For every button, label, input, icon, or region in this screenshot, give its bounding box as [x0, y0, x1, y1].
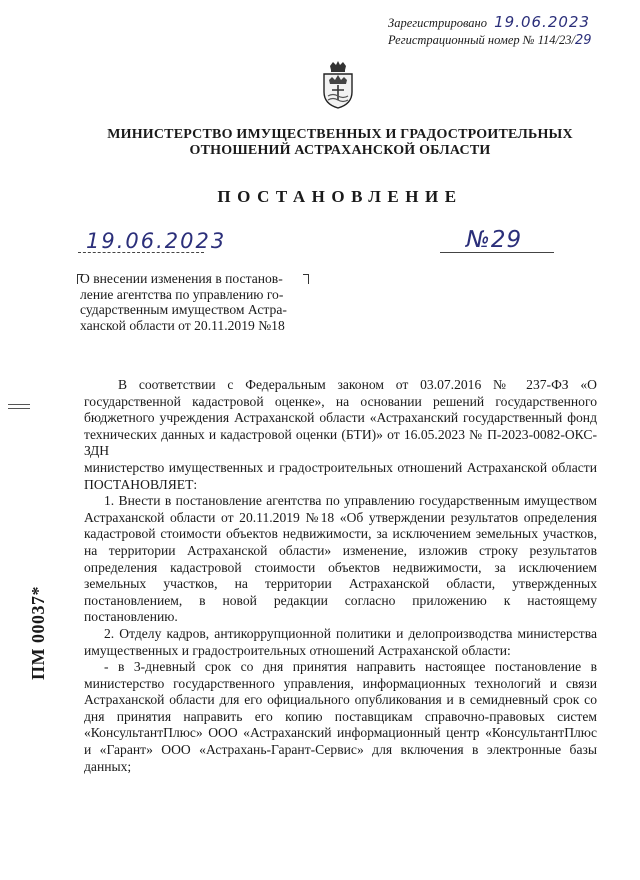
registered-date-handwritten: 19.06.2023: [494, 13, 590, 31]
reg-number-line: [388, 32, 592, 49]
registered-line: [388, 14, 592, 32]
document-type: ПОСТАНОВЛЕНИЕ: [217, 187, 463, 206]
ministry-line-2: ОТНОШЕНИЙ АСТРАХАНСКОЙ ОБЛАСТИ: [189, 143, 491, 158]
subject-line-1: О внесении изменения в постанов-: [80, 271, 283, 286]
paragraph-resolves: министерство имущественных и градостроительных отношений Астраханской области ПОСТАНОВЛЯЕТ:: [84, 459, 597, 492]
subject-line-3: сударственным имуществом Астра-: [80, 302, 287, 317]
document-number-handwritten: №29: [466, 227, 523, 253]
paragraph-item-2: 2. Отделу кадров, антикоррупционной политики и делопроизводства министерства имущественных и градостроительных отношений Астраханской области:: [84, 625, 597, 658]
ministry-line-1: МИНИСТЕРСТВО ИМУЩЕСТВЕННЫХ И ГРАДОСТРОИТЕЛЬНЫХ: [107, 127, 573, 142]
side-stamp: ПМ 00037*: [28, 586, 48, 680]
paragraph-item-1: 1. Внести в постановление агентства по управлению государственным имуществом Астраханской области от 20.11.2019 №18 «Об утверждении результатов определения кадастровой стоимости объектов недвижимости, за исключением земельных участков, на территории Астраханской области» изменение, изложив строку результатов определения кадастровой стоимости объектов недвижимости, за исключением земельных участков, на территории Астраханской области, утвержденных постановлением, в новой редакции согласно приложению к настоящему постановлению.: [84, 493, 597, 625]
paragraph-preamble: В соответствии с Федеральным законом от 03.07.2016 № 237-ФЗ «О государственной кадастровой оценке», на основании решений государственного бюджетного учреждения Астраханской области «Астраханский государственный фонд технических данных и кадастровой оценки (БТИ)» от 16.05.2023 № П-2023-0082-ОКС-ЗДН: [84, 377, 597, 459]
reg-number-label: Регистрационный номер №: [388, 33, 535, 47]
number-underline: [440, 252, 554, 253]
document-body: [84, 377, 597, 775]
registration-block: [388, 14, 592, 49]
date-underline: [78, 252, 204, 253]
coat-of-arms-icon: [318, 60, 358, 110]
ministry-title: [60, 127, 620, 159]
paragraph-item-2-subitem: - в 3-дневный срок со дня принятия направить настоящее постановление в министерство государственного управления, информационных технологий и связи Астраханской области для его официального опубликования и в семидневный срок со дня принятия направить его копию поставщикам справочно-правовых систем «КонсультантПлюс» ООО «Астраханский информационный центр «КонсультантПлюс и «Гарант» ООО «Астрахань-Гарант-Сервис» для включения в электронные базы данных;: [84, 659, 597, 774]
registered-label: Зарегистрировано: [388, 16, 487, 30]
reg-number-printed: 114/23/: [537, 33, 575, 47]
reg-number-handwritten: 29: [575, 33, 592, 48]
subject-line-4: ханской области от 20.11.2019 №18: [80, 317, 285, 333]
margin-mark: [8, 404, 30, 412]
document-date-handwritten: 19.06.2023: [86, 229, 227, 253]
document-subject: [80, 271, 312, 333]
subject-line-2: ление агентства по управлению го-: [80, 286, 284, 302]
